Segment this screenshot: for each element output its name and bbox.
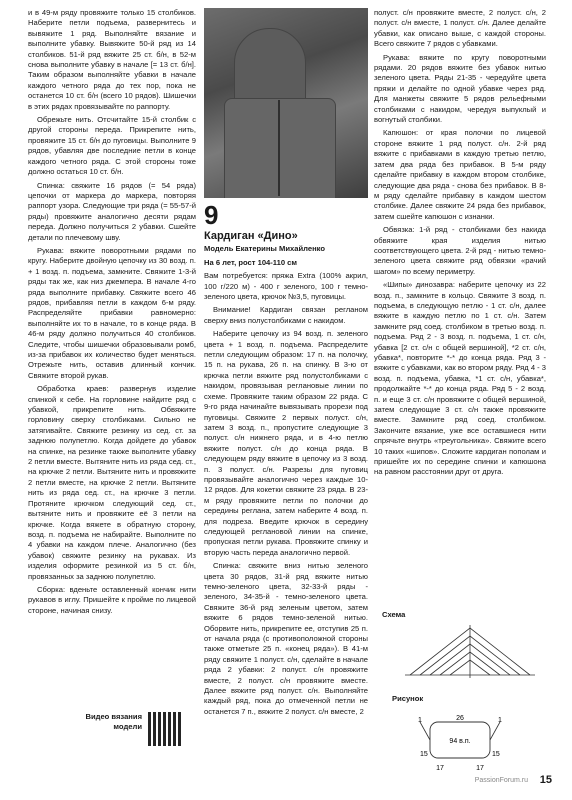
placket-shape	[278, 100, 280, 196]
drawing-num-right-top: 1	[498, 717, 502, 724]
garment-drawing	[410, 712, 510, 774]
site-watermark: PassionForum.ru	[474, 777, 528, 784]
paragraph: Сборка: вденьте оставленный кончик нити рукавов в иглу. Пришейте к пройме по лицевой стороне, начиная снизу.	[28, 584, 196, 615]
paragraph: Спинка: свяжите вниз нитью зеленого цвета 30 рядов, 31-й ряд вяжите нитью темно-зеленого цвета, 32-33-й ряды - зеленого, 34-35-й - темно-зеленого цвета. Свяжите 36-й ряд зеленым цветом, затем вяжите 6 рядов темно-зеленой нитью. Оборвите нить, прикрепите ее, отступив 25 п. от начала ряда (с противоположной стороны также отметьте 25 п. «конец ряда»). В 41-м ряду свяжите 1 полуст. с/н, сделайте в начале ряда 2 убавки: 2 полуст. с/н провяжите вместе, 2 полуст. с/н провяжите вместе. Далее вяжите ряд полуст. с/н. Выполняйте каждый ряд, пока до отмеченной петли не останется 7 п., вяжите 2 полуст. с/н вместе, 2	[204, 561, 368, 716]
paragraph: Обработка краев: развернув изделие спинкой к себе. На горловине найдите ряд с убавкой, прикрепите нить. Обвяжите горловину сверху столбиками. Сильно не затягивайте. Свяжите резинку из сед. ст. за заднюю полупетлю. Когда дойдете до убавок на спинке, на резинке также выполните убавку 2 петли вместе. Вытяните нить из ряда сед. ст., на крючке 2 петли. Вытяните нить и провяжите 2 петли вместе, на крючке 2 петли. Вытяните нить из ряда сед. ст., на крючке 3 петли. Протяните крючком следующий сед. ст., вытяните нить и провяжите её 3 петли на крючке. Когда вяжете в обратную сторону, возд. п. подъема не набирайте. Выполните по 4 убавки на каждом плече. Аналогично (без убавок) свяжите резинку на рукавах. Из изделия оформите резинкой из 5 ст. б/н, провязанных за заднюю полупетлю.	[28, 384, 196, 581]
body-shape	[224, 98, 336, 198]
column-2	[204, 8, 368, 720]
drawing-num-center: 94 в.п.	[449, 738, 471, 745]
qr-code-icon[interactable]	[148, 712, 182, 746]
video-block	[84, 712, 204, 732]
pattern-title: Кардиган «Дино»	[204, 230, 298, 242]
drawing-label: Рисунок	[392, 694, 424, 703]
video-label: Видео вязания модели	[85, 712, 142, 731]
cardigan-photo	[204, 8, 368, 198]
page-number: 15	[539, 774, 552, 786]
column-3	[374, 8, 546, 481]
paragraph: Капюшон: от края полочки по лицевой стороне вяжите 1 ряд полуст. с/н. 2-й ряд вяжите с прибавками в каждую третью петлю, затем два ряда без прибавок. В 5-м ряду сделайте прибавку в каждом втором столбике, следующие два ряда - снова без прибавок. В 8-м ряду сделайте прибавку в каждом шестом столбике. Далее свяжите 24 ряда без прибавок, затем сшейте капюшон с изнанки.	[374, 128, 546, 221]
paragraph: «Шипы» динозавра: наберите цепочку из 22 возд. п., замкните в кольцо. Свяжите 3 возд. п. подъема, в следующую петлю - 1 ст. с/н, далее вяжите в каждую петлю по 1 ст. с/н. Затем замкните ряд соед. столбиком в третью возд. п. подъема. Ряд 2 - 3 возд. п. подъема, 1 ст. с/н, убавка [2 ст. с/н с общей вершиной], *2 ст. с/н, убавка*, повторите *-* до конца ряда. Ряд 3 - вяжите с убавками, как во втором ряду. Ряд 4 - 3 возд. п. подъема, убавка, *1 ст. с/н, убавка*, продолжайте *-* до конца ряда. Ряд 5 - 2 возд. п. и еще 3 ст. с/н провяжите с общей вершиной, затем следующие 3 ст. с/н также провяжите вместе. Замкните ряд соед. столбиком. Закончите вязание, уже все оставшиеся нити спрячьте внутрь «треугольника». Свяжите всего 10 таких «шипов». Сложите кардиган пополам и пришейте их по середине спинки и капюшона на равном расстоянии друг от друга.	[374, 280, 547, 477]
paragraph: Обрежьте нить. Отсчитайте 15-й столбик с другой стороны переда. Прикрепите нить, провяжите 15 ст. б/н до пуговицы. Выполните 9 рядов, убавляя две последние петли в конце каждого четного ряда. С этой стороны тоже должно остаться 10 ст. б/н.	[28, 115, 196, 177]
paragraph: и в 49-м ряду провяжите только 15 столбиков. Наберите петли подъема, развернитесь и вывяжите 1 ряд. Выполняйте вязание и выполните убавку. Вывяжите 50-й ряд из 14 столбиков. 51-й ряд вяжите 25 ст. б/н, в 52-м снова выполните убавку в начале [= 13 ст. б/н]. Таким образом выполняйте убавки в начале каждого четного ряда до тех пор, пока не останется 10 ст. б/н (всего 10 рядов). Шишечки в этих рядах провязывайте по раппорту.	[28, 8, 196, 111]
schema-label: Схема	[382, 610, 406, 619]
paragraph: Обвязка: 1-й ряд - столбиками без накида обвяжите края изделия нитью соответствующего цвета. 2-й ряд - нитью темно-зеленого цвета свяжите ряд обвязки «рачий шагом» по всему периметру.	[374, 225, 546, 276]
designer: Модель Екатерины Михайленко	[204, 244, 326, 254]
drawing-num-left-bottom: 15	[420, 751, 428, 758]
paragraph: Рукава: вяжите по кругу поворотными рядами. 20 рядов вяжите без убавок нитью зеленого цвета. Ряды 21-35 - чередуйте цвета пряжи и делайте по одной убавке через ряд. Для манжеты свяжите 5 рядов рельефными столбиками с накидом, чередуя выпуклый и вогнутый столбики.	[374, 52, 546, 125]
drawing-num-right-bottom: 15	[492, 751, 500, 758]
crochet-schema-diagram	[400, 620, 540, 680]
pattern-number: 9	[204, 200, 219, 230]
paragraph: полуст. с/н провяжите вместе, 2 полуст. с/н, 2 полуст. с/н вместе, 1 полуст. с/н. Далее делайте убавки, как описано выше, с каждой стороны. Всего свяжите 7 рядов с убавками.	[374, 8, 546, 49]
drawing-num-bottom-right: 17	[476, 765, 484, 772]
paragraph: Спинка: свяжите 16 рядов (= 54 ряда) цепочки от маркера до маркера, повторяя раппорт узора. Следующие три ряда (= 55-57-й ряды) провяжите аналогично десяти рядам переда. Должно получиться 2 убавки. Сшейте детали по плечевому шву.	[28, 180, 196, 242]
size-line: На 6 лет, рост 104-110 см	[204, 257, 297, 267]
paragraph: Внимание! Кардиган связан регланом сверху вниз полустолбиками с накидом.	[204, 305, 368, 325]
drawing-num-top: 26	[456, 715, 464, 722]
paragraph: Наберите цепочку из 94 возд. п. зеленого цвета + 1 возд. п. подъема. Распределите петли следующим образом: 17 п. на полочку, 15 п. на рукава, 26 п. на спинку. В 3-ю от крючка петли вяжите ряд полустолбиками с накидом, провязывая реглановые линии по схеме. Провяжите таким образом 22 ряда. С 9-го ряда начинайте вывязывать прорези под пуговицы. Свяжите 2 первых полуст. с/н, затем 3 возд. п., пропустите следующие 3 полуст. с/н нижнего ряда, и в 4-ю петлю вяжите полуст. с/н до конца ряда. В следующем ряду вяжите в цепочку из 3 возд. п. 3 полуст. с/н. Разрезы для пуговиц провязывайте аналогично через каждые 10-12 рядов. Для кокетки свяжите 23 ряда. В 23-м ряду провяжите петли по полочки до середины реглана, затем наберите 4 возд. п. для подреза. Введите крючок в середину следующей реглановой линии на спинке, пропуская петли рукава. Провяжите спинку и вторую часть переда аналогично первой.	[204, 329, 368, 557]
paragraph: Рукава: вяжите поворотными рядами по кругу. Наберите двойную цепочку из 30 возд. п. + 1 возд. п. подъема, замкните. Свяжите 1-3-й ряды так же, как низ джемпера. В начале 4-го ряда выполните прибавку. Свяжите всего 46 рядов, прибавляя петли в каждом 6-м ряду. Распределяйте прибавки равномерно: выполняйте их то в начале, то в конце ряда. В 46-м ряду должно получиться 40 столбиков. Следите, чтобы шишечки образовывали ромб, из-за прибавок их количество будет меняться. Отрежьте нить, оставив длинный кончик. Свяжите второй рукав.	[28, 245, 196, 380]
paragraph: Вам потребуется: пряжа Extra (100% акрил, 100 г/220 м) - 400 г зеленого, 100 г темно-зеленого цвета, крючок №3,5, пуговицы.	[204, 271, 368, 302]
drawing-num-left-top: 1	[418, 717, 422, 724]
drawing-num-bottom-left: 17	[436, 765, 444, 772]
column-1	[28, 8, 196, 619]
